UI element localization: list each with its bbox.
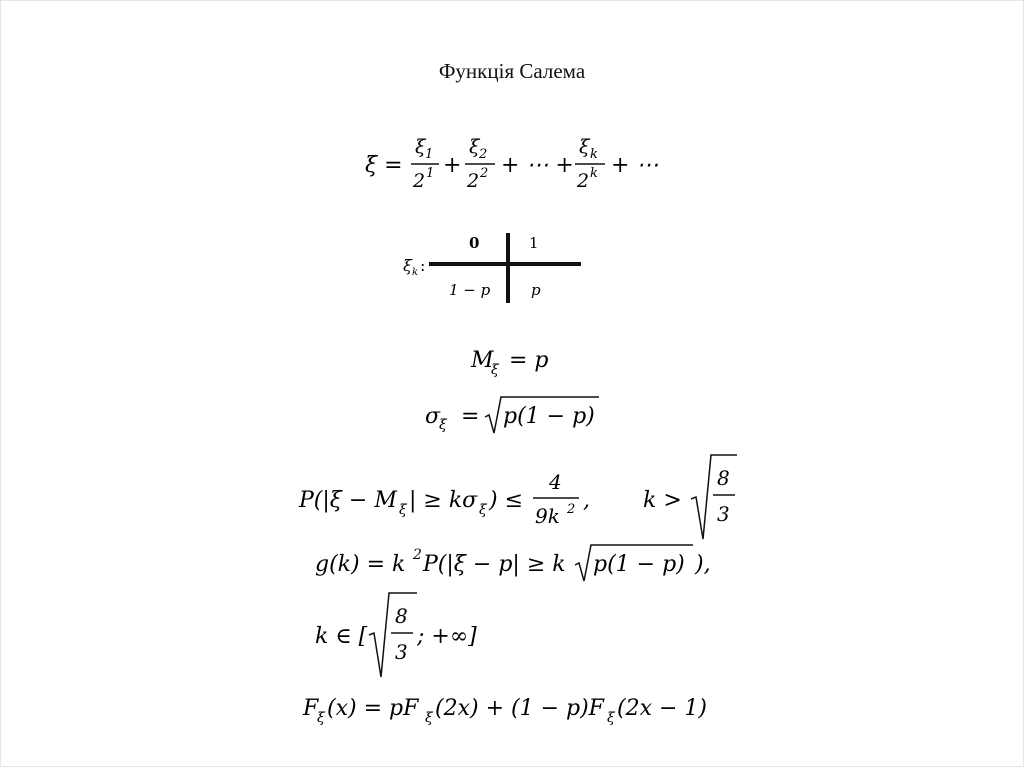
series-lhs: ξ = (365, 153, 403, 178)
term1-den: 2 (413, 170, 426, 192)
chebyshev-mid: | ≥ kσ (409, 488, 478, 513)
mean-formula-svg (469, 341, 579, 381)
mean-lhs: M (471, 348, 494, 373)
feq-p2: (x) = pF (327, 696, 419, 721)
mean-rhs: = p (509, 348, 549, 373)
distribution-table (401, 229, 591, 305)
term2-num-sub: 2 (479, 147, 488, 162)
sigma-eq: = (461, 404, 480, 429)
distribution-colon: : (420, 256, 426, 275)
feq-p2-sub: ξ (425, 710, 433, 726)
k-interval-lhs: k ∈ [ (315, 624, 368, 649)
g-text: g(k) = k (315, 552, 406, 577)
feq-p3-sub: ξ (607, 710, 615, 726)
sigma-formula (421, 391, 621, 446)
termk-den-sup: k (590, 166, 598, 181)
term1-den-sup: 1 (426, 166, 435, 181)
k-sqrt-den: 3 (717, 502, 730, 526)
g-close: ), (695, 552, 711, 577)
feq-p4: (2x − 1) (617, 696, 707, 721)
term2-den-sup: 2 (480, 166, 489, 181)
sigma-lhs: σ (425, 404, 441, 429)
middle-dots: + ⋯ + (501, 153, 574, 178)
chebyshev-frac-den-sup: 2 (567, 502, 576, 517)
termk-num-sub: k (590, 147, 598, 162)
value-zero: 0 (469, 234, 480, 252)
prob-one: p (531, 281, 541, 299)
term2-num: ξ (469, 136, 480, 158)
trailing-dots: + ⋯ (611, 153, 659, 178)
k-interval-sqrt-num: 8 (395, 604, 408, 628)
chebyshev-right: ) ≤ (489, 488, 524, 513)
g-sup: 2 (413, 547, 422, 563)
value-one: 1 (529, 234, 539, 252)
g-radicand: p(1 − p) (593, 552, 685, 577)
distribution-variable: ξ (403, 256, 412, 275)
chebyshev-comma: , (583, 488, 590, 513)
k-interval (313, 591, 513, 686)
feq-p3: (2x) + (1 − p)F (435, 696, 604, 721)
chebyshev-frac-num: 4 (549, 470, 562, 494)
chebyshev-mid-sub: ξ (479, 502, 487, 518)
series-formula (361, 127, 661, 202)
k-interval-sqrt-sign (369, 593, 417, 677)
k-sqrt-num: 8 (717, 466, 730, 490)
chebyshev-inequality (297, 451, 747, 546)
term2-den: 2 (467, 170, 480, 192)
k-greater: k > (643, 488, 682, 513)
k-interval-rhs: ; +∞] (417, 624, 477, 649)
distribution-table-svg (401, 229, 591, 305)
g-function (313, 539, 733, 594)
termk-den: 2 (577, 170, 590, 192)
g-function-svg (313, 539, 733, 589)
term1-num: ξ (415, 136, 426, 158)
k-sqrt-sign (691, 455, 737, 539)
k-interval-svg (313, 591, 513, 681)
g-text2: P(|ξ − p| ≥ k (423, 552, 566, 577)
term1-num-sub: 1 (425, 147, 434, 162)
functional-equation-svg (301, 687, 741, 731)
sigma-lhs-sub: ξ (439, 417, 447, 433)
plus-1: + (443, 153, 462, 178)
feq-p1: F (303, 696, 319, 721)
series-formula-svg (361, 127, 661, 197)
distribution-variable-sub: k (412, 267, 419, 278)
chebyshev-frac-den: 9k (535, 504, 560, 528)
sigma-radicand: p(1 − p) (503, 404, 595, 429)
mean-formula (469, 341, 579, 386)
k-interval-sqrt-den: 3 (395, 640, 408, 664)
sigma-formula-svg (421, 391, 621, 441)
chebyshev-svg (297, 451, 747, 541)
chebyshev-left-sub: ξ (399, 502, 407, 518)
functional-equation (301, 687, 741, 736)
termk-num: ξ (579, 136, 590, 158)
mean-lhs-sub: ξ (491, 362, 499, 378)
feq-p1-sub: ξ (317, 710, 325, 726)
slide-title: Функція Салема (438, 59, 586, 83)
prob-zero: 1 − p (449, 281, 491, 299)
chebyshev-left: P(|ξ − M (299, 488, 397, 513)
